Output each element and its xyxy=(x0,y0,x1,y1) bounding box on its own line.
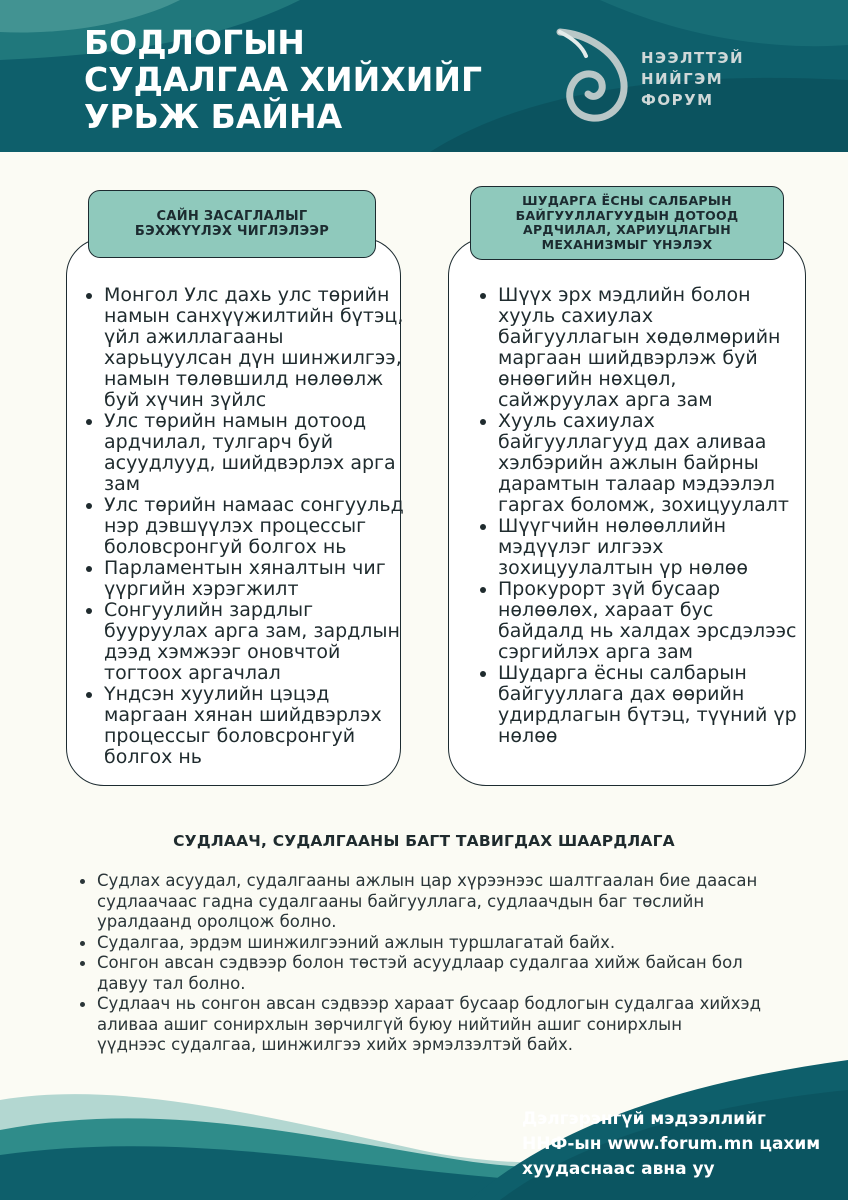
list-item xyxy=(480,516,795,579)
footer-line: Дэлгэрэнгүй мэдээллийг xyxy=(522,1109,766,1129)
justice-sector-topic-list xyxy=(480,285,795,747)
list-item-line: харьцуулсан дүн шинжилгээ, xyxy=(104,347,402,369)
list-item-line: дарамтын талаар мэдээлэл xyxy=(498,473,776,495)
list-item-line: Сонгон авсан сэдвээр болон төстэй асуудлаар судалгаа хийж байсан бол xyxy=(97,953,743,972)
list-item-line: нөлөөлөх, хараат бус xyxy=(498,599,714,621)
list-item-line: тогтоох аргачлал xyxy=(104,662,281,684)
list-item-line: Хууль сахиулах xyxy=(498,410,655,432)
list-item-line: дээд хэмжээг оновчтой xyxy=(104,641,341,663)
list-item-line: сэргийлэх арга зам xyxy=(498,641,693,663)
list-item-line: Шүүх эрх мэдлийн болон xyxy=(498,284,751,306)
logo-line: НИЙГЭМ xyxy=(641,70,724,88)
list-item xyxy=(86,411,396,495)
list-item-line: Судлаач нь сонгон авсан сэдвээр хараат бусаар бодлогын судалгаа хийхэд xyxy=(97,994,762,1013)
list-item-line: давуу тал болно. xyxy=(97,973,246,993)
list-item-line: үүргийн хэрэгжилт xyxy=(104,578,299,600)
list-item xyxy=(86,494,404,558)
list-item-line: Үндсэн хуулийн цэцэд xyxy=(104,683,330,705)
list-item xyxy=(86,558,396,600)
requirements-heading: СУДЛААЧ, СУДАЛГААНЫ БАГТ ТАВИГДАХ ШААРДЛАГА xyxy=(173,832,675,850)
list-item-line: боловсронгуй болгох нь xyxy=(104,536,347,558)
list-item-line: судлаачаас гадна судалгааны байгууллага, судлаачдын баг төслийн xyxy=(97,891,705,911)
list-item-line: Парламентын хяналтын чиг xyxy=(104,557,386,579)
list-item-line: Судалгаа, эрдэм шинжилгээний ажлын туршлагатай байх. xyxy=(97,932,616,952)
title-line: УРЬЖ БАЙНА xyxy=(84,97,343,136)
list-item xyxy=(78,953,761,994)
page-title xyxy=(84,24,482,135)
list-item xyxy=(480,285,795,411)
good-governance-topic-list xyxy=(86,284,404,768)
list-item-line: зам xyxy=(104,473,141,495)
list-item-line: болгох нь xyxy=(104,746,202,768)
list-item-line: Шударга ёсны салбарын xyxy=(498,662,747,684)
list-item xyxy=(78,871,761,933)
list-item-line: үйл ажиллагааны xyxy=(104,326,284,348)
list-item-line: байгууллага дах өөрийн xyxy=(498,683,745,705)
list-item-line: мэдүүлэг илгээх xyxy=(498,536,664,558)
header-banner xyxy=(0,0,848,152)
list-item-line: хууль сахиулах xyxy=(498,305,654,327)
list-item xyxy=(480,579,795,663)
footer-line: ННФ-ын www.forum.mn цахим xyxy=(522,1134,821,1154)
list-item-line: ардчилал, тулгарч буй xyxy=(104,431,334,453)
list-item-line: байгууллагууд дах аливаа xyxy=(498,431,767,453)
list-item xyxy=(78,994,761,1056)
footer-line: хуудаснаас авна уу xyxy=(522,1159,715,1179)
title-line: БОДЛОГЫН xyxy=(84,23,305,62)
card-title-line: БЭХЖҮҮЛЭХ ЧИГЛЭЛЭЭР xyxy=(134,224,330,239)
list-item-line: сайжруулах арга зам xyxy=(498,389,713,411)
card-title-line: АРДЧИЛАЛ, ХАРИУЦЛАГЫН xyxy=(523,222,731,237)
list-item xyxy=(86,599,400,684)
list-item-line: үүднээс судалгаа, шинжилгээ хийх эрмэлзэлтэй байх. xyxy=(97,1035,574,1054)
card-title-line: САЙН ЗАСАГЛАЛЫГ xyxy=(156,209,308,224)
list-item-line: Шүүгчийн нөлөөллийн xyxy=(498,515,727,537)
list-item-line: аливаа ашиг сонирхлын зөрчилгүй буюу нийтийн ашиг сонирхлын xyxy=(97,1014,682,1034)
list-item-line: нэр дэвшүүлэх процессыг xyxy=(104,515,367,537)
list-item-line: бууруулах арга зам, зардлын xyxy=(104,620,400,642)
list-item-line: Сонгуулийн зардлыг xyxy=(104,599,314,621)
good-governance-card-title xyxy=(88,190,376,258)
list-item-line: Судлах асуудал, судалгааны ажлын цар хүрээнээс шалтгаалан бие даасан xyxy=(97,871,758,890)
requirements-list xyxy=(78,871,761,1056)
logo-line: НЭЭЛТТЭЙ xyxy=(641,49,745,67)
justice-sector-card-title xyxy=(470,186,784,260)
list-item-line: хэлбэрийн ажлын байрны xyxy=(498,452,759,474)
logo-line: ФОРУМ xyxy=(641,91,714,109)
list-item-line: процессыг боловсронгуй xyxy=(104,725,356,747)
list-item-line: байдалд нь халдах эрсдэлээс xyxy=(498,620,797,642)
list-item-line: гаргах боломж, зохицуулалт xyxy=(498,494,789,516)
spiral-logo-icon xyxy=(556,28,636,124)
list-item-line: нөлөө xyxy=(498,725,558,747)
list-item xyxy=(480,663,795,747)
footer-note xyxy=(522,1107,820,1182)
logo-wordmark xyxy=(641,48,744,111)
list-item-line: уралдаанд оролцож болно. xyxy=(97,912,337,931)
list-item-line: Прокурорт зүй бусаар xyxy=(498,578,721,600)
list-item-line: намын санхүүжилтийн бүтэц, xyxy=(104,305,404,327)
card-title-line: ШУДАРГА ЁСНЫ САЛБАРЫН xyxy=(522,193,732,208)
list-item-line: байгууллагын хөдөлмөрийн xyxy=(498,326,781,348)
card-title-line: БАЙГУУЛЛАГУУДЫН ДОТООД xyxy=(515,207,739,223)
list-item-line: Монгол Улс дахь улс төрийн xyxy=(104,284,390,306)
list-item-line: маргаан шийдвэрлэж буй xyxy=(498,347,758,369)
list-item-line: намын төлөвшилд нөлөөлж xyxy=(104,368,384,390)
list-item-line: асуудлууд, шийдвэрлэх арга xyxy=(104,452,396,474)
list-item xyxy=(86,684,396,768)
card-title-line: МЕХАНИЗМЫГ ҮНЭЛЭХ xyxy=(541,236,713,252)
list-item-line: зохицуулалтын үр нөлөө xyxy=(498,557,748,579)
title-line: СУДАЛГАА ХИЙХИЙГ xyxy=(84,60,482,99)
list-item-line: удирдлагын бүтэц, түүний үр xyxy=(498,704,797,726)
list-item-line: өнөөгийн нөхцөл, xyxy=(498,368,677,390)
list-item-line: буй хүчин зүйлс xyxy=(104,389,267,411)
list-item xyxy=(86,284,404,411)
list-item-line: Улс төрийн намаас сонгуульд xyxy=(104,494,404,516)
list-item-line: маргаан хянан шийдвэрлэх xyxy=(104,704,382,726)
list-item xyxy=(480,411,795,516)
list-item xyxy=(78,933,761,954)
list-item-line: Улс төрийн намын дотоод xyxy=(104,410,367,432)
